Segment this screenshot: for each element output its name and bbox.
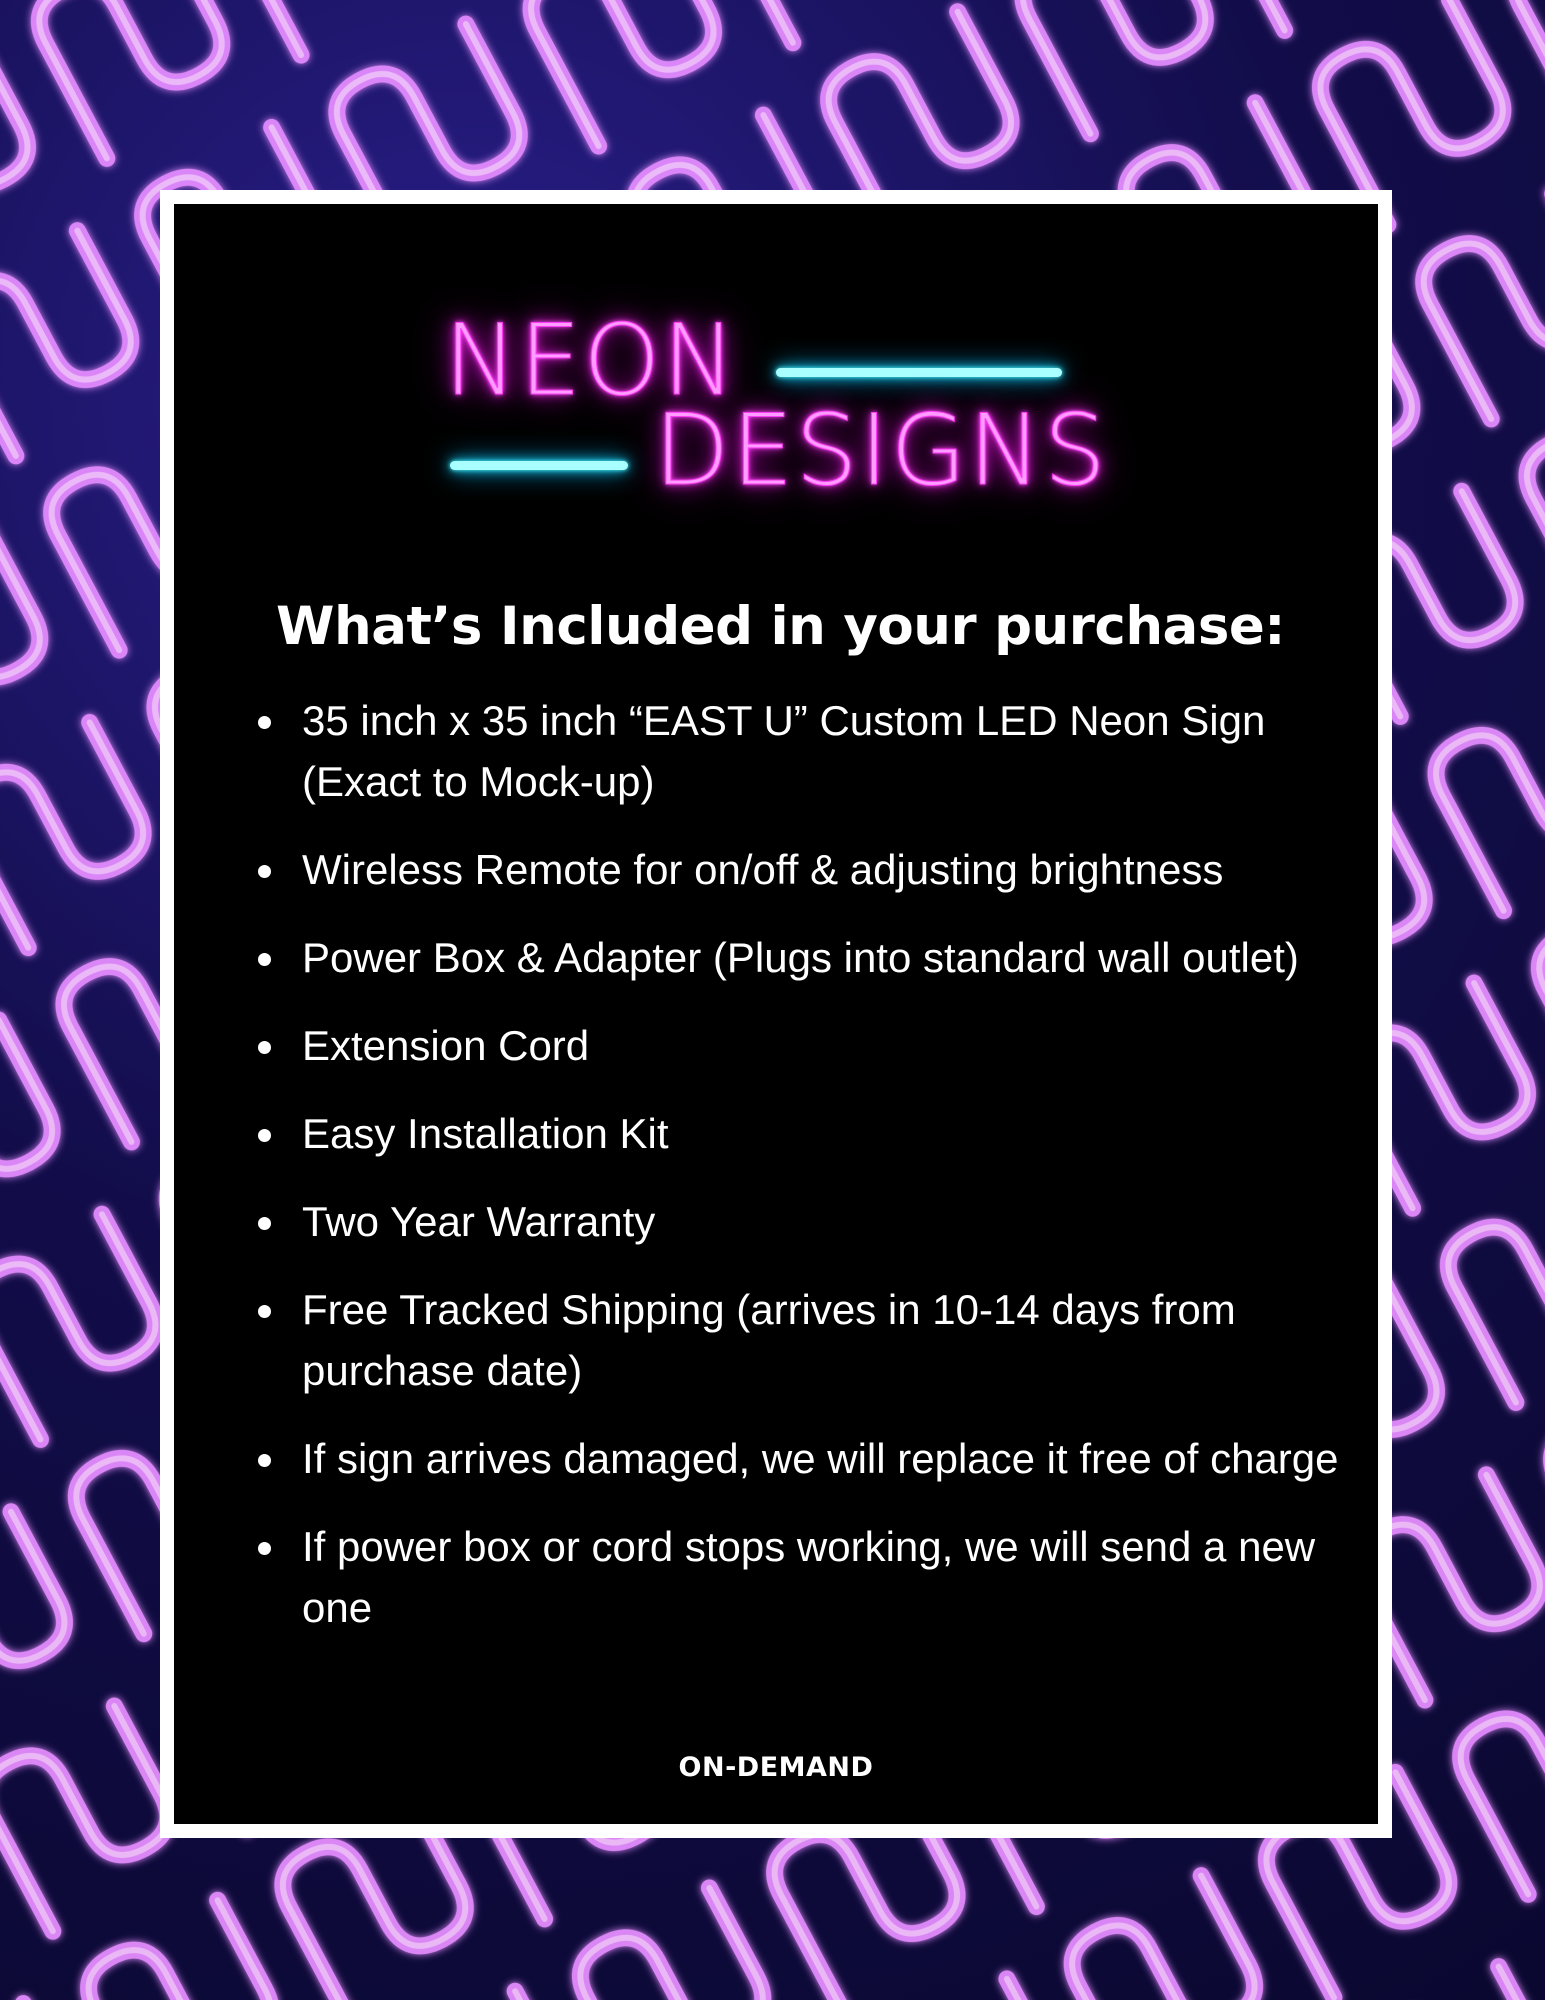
bullet-icon — [258, 1454, 271, 1467]
list-item-text: Wireless Remote for on/off & adjusting brightness — [302, 846, 1224, 893]
info-card — [160, 190, 1392, 1838]
bullet-icon — [258, 1041, 271, 1054]
logo-cyan-line-top — [776, 368, 1062, 377]
list-item-text: Two Year Warranty — [302, 1198, 656, 1245]
bullet-icon — [258, 1129, 271, 1142]
list-item-text: Extension Cord — [302, 1022, 590, 1069]
list-item — [250, 927, 1380, 988]
list-item-text: Easy Installation Kit — [302, 1110, 669, 1157]
bullet-icon — [258, 1217, 271, 1230]
list-item-text: If sign arrives damaged, we will replace it free of charge — [302, 1435, 1339, 1482]
bullet-icon — [258, 716, 271, 729]
list-item-text: 35 inch x 35 inch “EAST U” Custom LED Neon Sign (Exact to Mock-up) — [302, 697, 1266, 805]
list-item — [250, 1015, 1380, 1076]
list-item — [250, 839, 1380, 900]
on-demand-tag: ON-DEMAND — [678, 1752, 874, 1783]
logo-cyan-line-bottom — [450, 461, 628, 470]
list-item-text: If power box or cord stops working, we will send a new one — [302, 1523, 1316, 1631]
section-heading: What’s Included in your purchase: — [276, 596, 1286, 657]
list-item — [250, 1103, 1380, 1164]
bullet-icon — [258, 1305, 271, 1318]
logo-word-neon: NEON — [444, 304, 738, 418]
list-item — [250, 690, 1380, 812]
list-item — [250, 1428, 1380, 1489]
bullet-icon — [258, 1542, 271, 1555]
list-item — [250, 1279, 1380, 1401]
bullet-icon — [258, 865, 271, 878]
list-item-text: Power Box & Adapter (Plugs into standard wall outlet) — [302, 934, 1299, 981]
bullet-icon — [258, 953, 271, 966]
logo-word-designs: DESIGNS — [654, 394, 1108, 508]
neon-designs-logo — [444, 304, 1144, 534]
included-items-list — [250, 690, 1380, 1665]
list-item — [250, 1516, 1380, 1638]
list-item — [250, 1191, 1380, 1252]
list-item-text: Free Tracked Shipping (arrives in 10-14 days from purchase date) — [302, 1286, 1236, 1394]
